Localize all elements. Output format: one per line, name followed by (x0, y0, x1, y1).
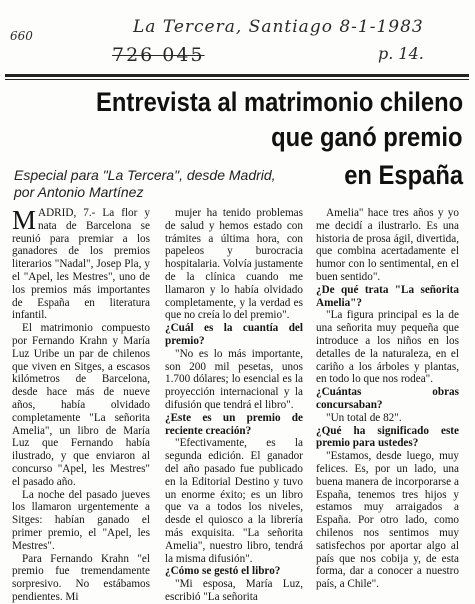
paragraph-text: ADRID, 7.- La flor y nata de Barcelona se reunió para premiar a los ganadores de los premios literarios "Nadal", Josep Pla, y el "Apel, les Mestres", uno de los premios más importantes de España en literatura infantil. (12, 207, 150, 322)
paragraph: "Un total de 82". (326, 411, 402, 424)
headline-line-2: que ganó premio (271, 122, 463, 152)
byline-line-2: por Antonio Martínez (14, 184, 144, 200)
interview-question: ¿Cuántas obras concursaban? (316, 386, 459, 411)
interview-question: ¿Este es un premio de reciente creación? (165, 411, 303, 437)
drop-cap: M (12, 205, 37, 235)
paragraph: "No es lo más importante, son 200 mil pesetas, unos 1.700 dólares; lo esencial es la proyección internacional y la difusión que tendrá el libro". (165, 347, 303, 411)
interview-question: ¿Cuál es la cuantía del premio? (165, 322, 303, 347)
interview-question: ¿Qué ha significado este premio para ustedes? (316, 424, 459, 450)
handwritten-code: 660 (10, 29, 33, 43)
interview-question: ¿Cómo se gestó el libro? (165, 565, 281, 578)
paragraph: "Mi esposa, María Luz, escribió "La señorita (165, 578, 303, 603)
handwritten-source-date: La Tercera, Santiago 8-1-1983 (133, 17, 424, 37)
paragraph: "Efectivamente, es la segunda edición. El ganador del año pasado fue publicado en la Editorial Destino y tuvo un enorme éxito; es un libro que va a todos los niveles, desde el quiosco a la librería más exquisita. "La señorita Amelia", nuestro libro, tendrá la misma difusión". (165, 437, 303, 565)
top-rule-thick (5, 74, 469, 77)
article-column-2 (165, 207, 303, 604)
headline-line-3: en España (344, 160, 463, 190)
paragraph: "La figura principal es la de una señorita muy pequeña que introduce a los niños en los detalles de la naturaleza, en el cariño a los árboles y plantas, en todo lo que nos rodea". (316, 309, 459, 386)
paragraph: El matrimonio compuesto por Fernando Krahn y María Luz Uribe un par de chilenos que viven en Sitges, a escasos kilómetros de Barcelona, desde hace más de nueve años, había olvidado completamente "La señorita Amelia", un libro de María Luz que Fernando había ilustrado, y que enviaron al concurso "Apel, les Mestres" el pasado año. (12, 322, 150, 488)
handwritten-archive-number: 726 045 (112, 44, 205, 66)
headline-line-1: Entrevista al matrimonio chileno (95, 87, 463, 117)
top-rule-thin (5, 79, 469, 80)
paragraph: Amelia" hace tres años y yo me decidí a ilustrarlo. Es una historia de prosa ágil, divertida, que combina acertadamente el humor con lo sentimental, en el buen sentido". (316, 207, 459, 283)
paragraph: "Estamos, desde luego, muy felices. Es, por un lado, una buena manera de incorporarse a España, tenemos tres hijos y estamos muy arraigados a España. Por otro lado, como chilenos nos sentimos muy satisfechos por aportar algo al país que nos cobija y, de esta forma, dar a conocer a nuestro país, a Chile". (316, 450, 459, 591)
paragraph (12, 207, 150, 322)
paragraph: La noche del pasado jueves los llamaron urgentemente a Sitges: habían ganado el primer premio, el "Apel, les Mestres". (12, 488, 150, 552)
paragraph: Para Fernando Krahn "el premio fue tremendamente sorpresivo. No estábamos pendientes. Mi (12, 552, 150, 603)
article-column-1 (12, 207, 150, 604)
byline-line-1: Especial para "La Tercera", desde Madrid, (14, 167, 276, 183)
article-column-3 (316, 207, 459, 591)
paragraph: mujer ha tenido problemas de salud y hemos estado con trámites a última hora, con papeleos y burocracia hospitalaria. Volvía justamente de la clínica cuando me llamaron y lo había olvidado completamente, y la verdad es que no creía lo del premio". (165, 207, 303, 322)
interview-question: ¿De qué trata "La señorita Amelia"? (316, 283, 459, 309)
handwritten-page-number: p. 14. (378, 44, 424, 63)
